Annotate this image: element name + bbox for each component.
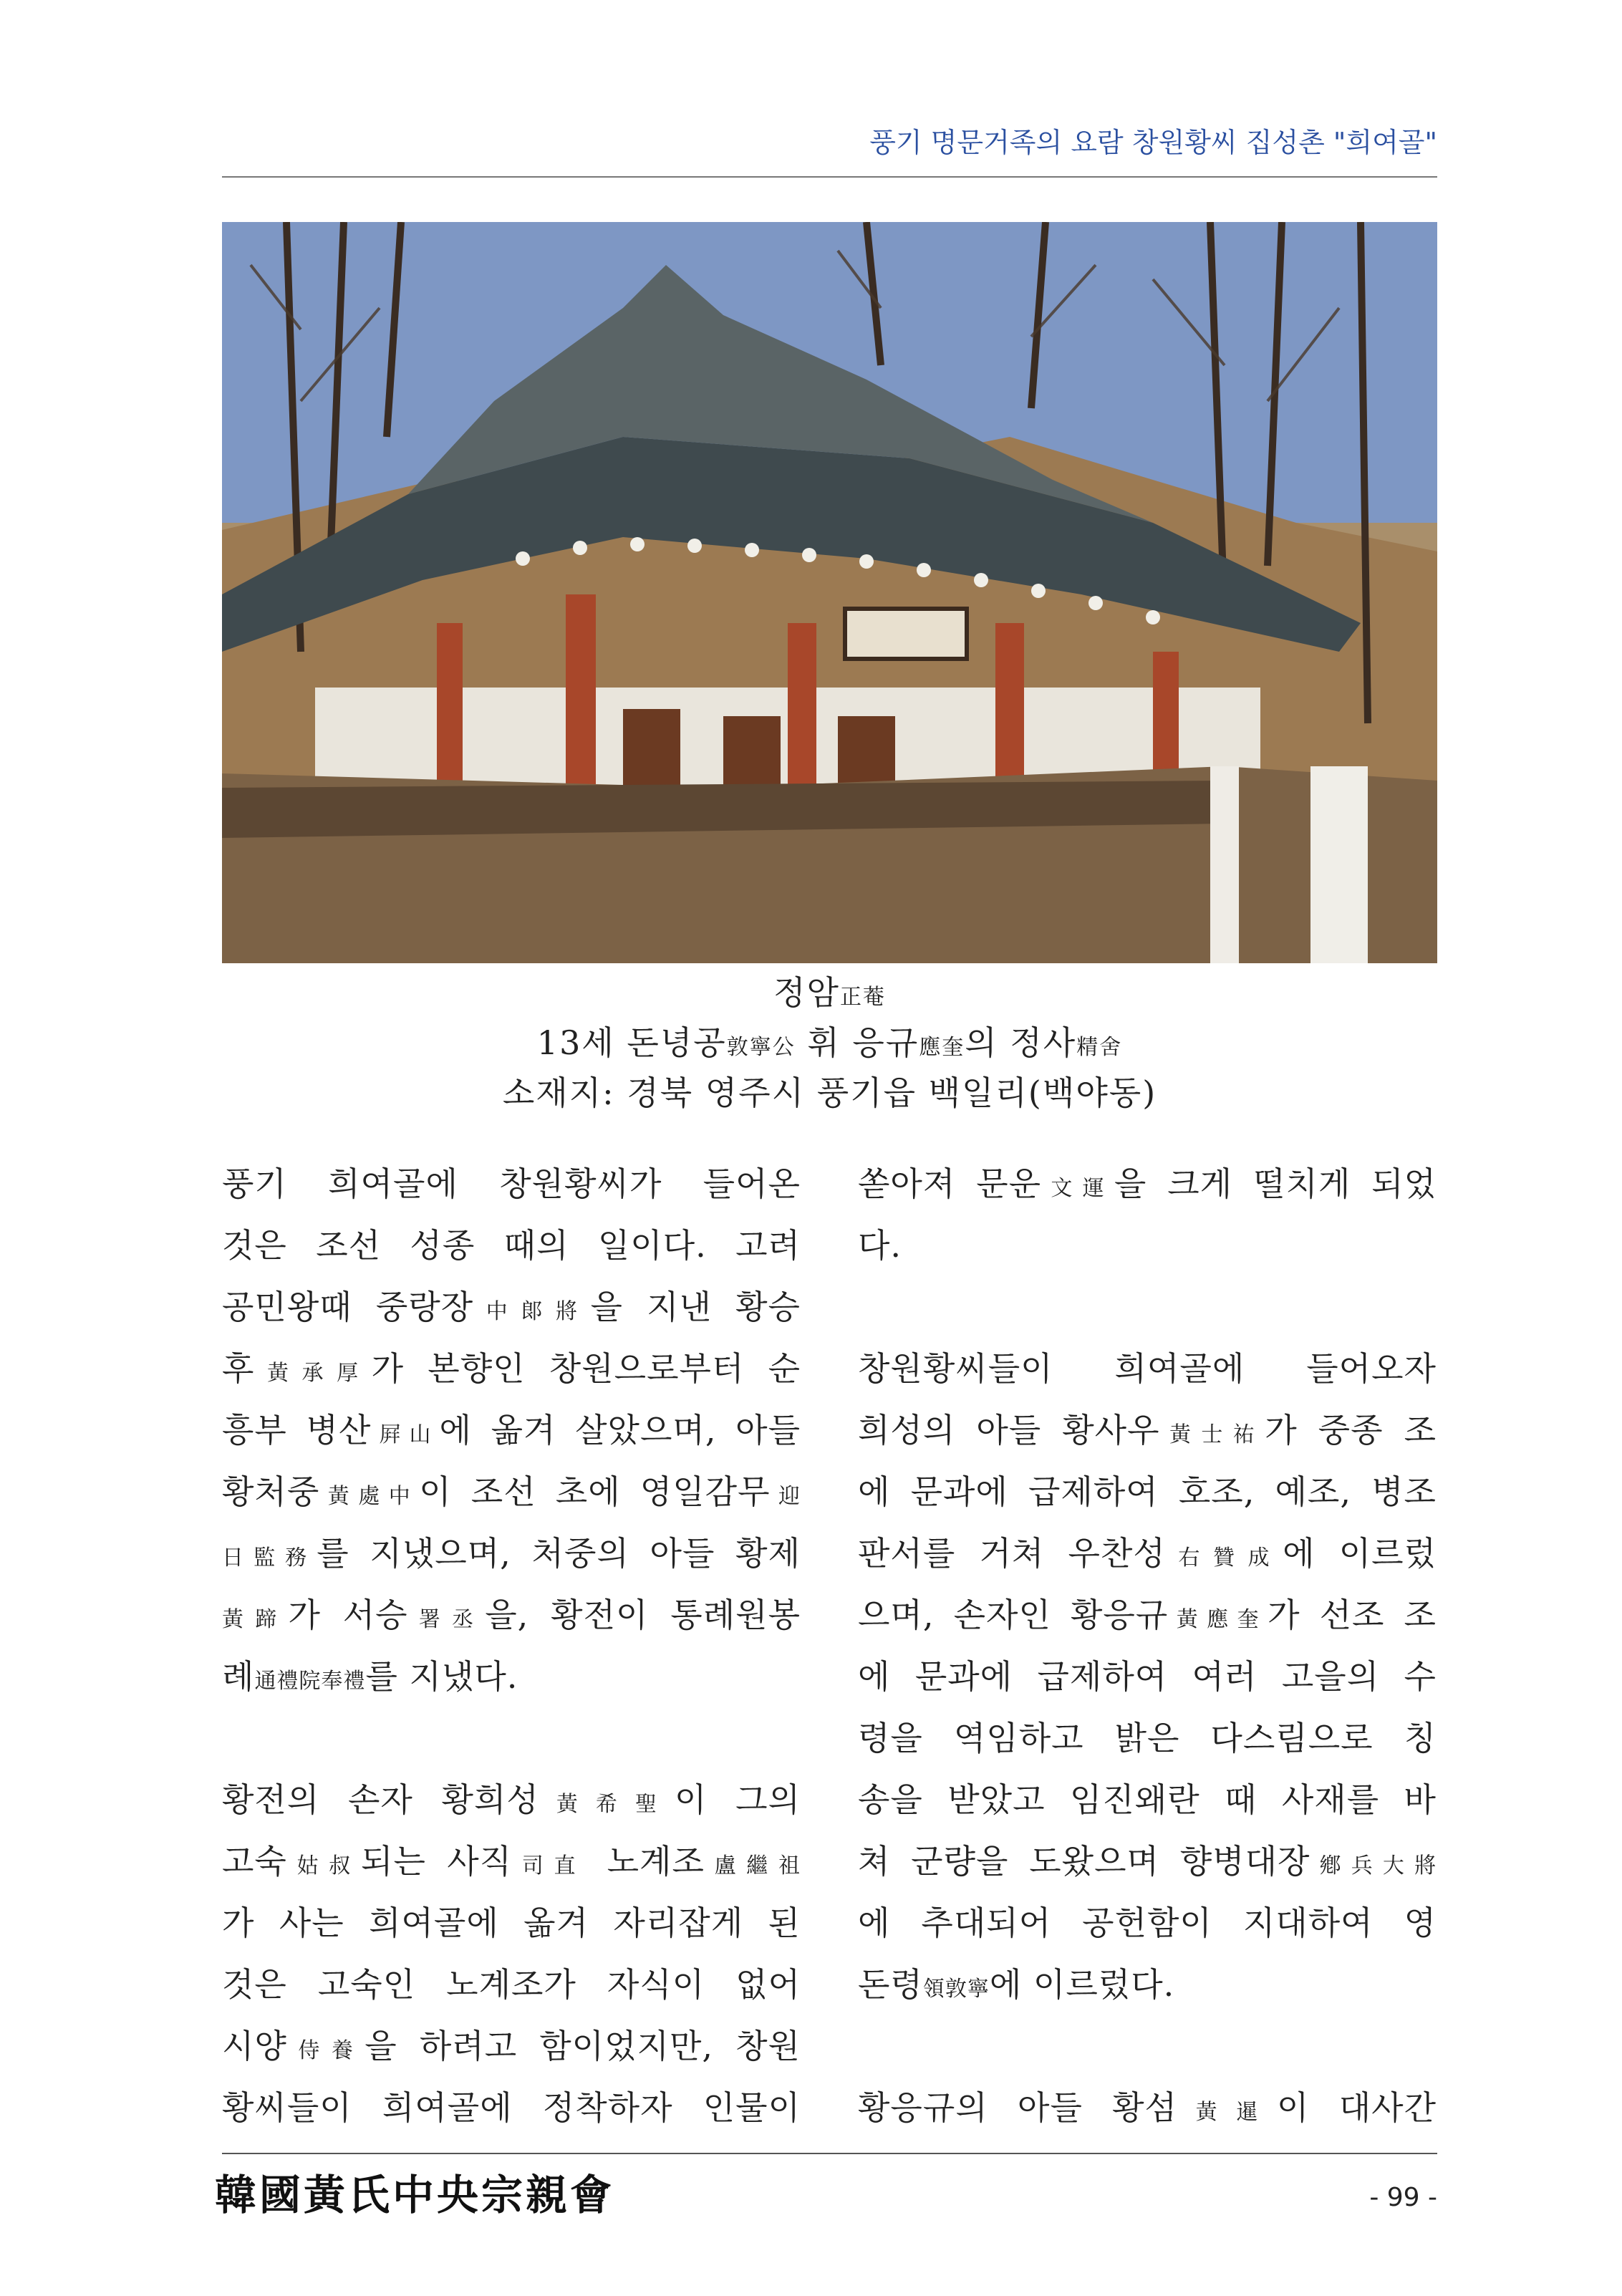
text-run: 를 지냈으며, 처중의 아들 황제: [317, 1534, 801, 1573]
body-column-left: [222, 1153, 801, 2138]
hanja-gloss: 右贊成: [1165, 1545, 1283, 1571]
caption-title-text: 정암: [773, 973, 840, 1012]
running-header: 풍기 명문거족의 요람 창원황씨 집성촌 "희여골": [869, 127, 1437, 158]
body-text-line: [222, 1830, 801, 1892]
text-run: 희성의 아들 황사우: [858, 1411, 1160, 1450]
hanja-gloss: 姑叔: [286, 1853, 362, 1878]
text-run: 이 대사간: [1276, 2088, 1437, 2127]
text-run: 시양: [222, 2027, 287, 2065]
body-text-line: [222, 1892, 801, 1954]
text-run: 을, 황전이 통례원봉: [485, 1596, 801, 1634]
pavilion-illustration: [222, 222, 1437, 963]
body-text-line: [858, 1646, 1437, 1707]
text-run: 례: [222, 1657, 255, 1696]
hanja-gloss: 文運: [1041, 1176, 1114, 1201]
hanja-gloss: 黃處中: [319, 1484, 420, 1509]
caption-desc-a-hanja: 敦寧公: [726, 1035, 796, 1060]
text-run: 황씨들이 희여골에 정착하자 인물이: [222, 2088, 801, 2127]
body-text-line: [858, 1892, 1437, 1954]
text-run: 를 지냈다.: [365, 1657, 518, 1696]
body-text-line: [222, 1153, 801, 1215]
text-run: 에 추대되어 공헌함이 지대하여 영: [858, 1904, 1437, 1942]
text-run: 것은 고숙인 노계조가 자식이 없어: [222, 1965, 801, 2004]
body-text-line: [858, 1153, 1437, 1215]
text-run: 고숙: [222, 1842, 287, 1881]
text-run: 황처중: [222, 1472, 320, 1511]
text-run: 흥부 병산: [222, 1411, 372, 1450]
hanja-gloss: 署丞: [407, 1607, 486, 1632]
hanja-gloss: 黃承厚: [254, 1361, 372, 1386]
text-run: 가 사는 희여골에 옮겨 자리잡게 된: [222, 1904, 801, 1942]
hanja-gloss: 通禮院奉禮: [254, 1669, 366, 1694]
paragraph-gap: [222, 1707, 801, 1769]
text-run: 것은 조선 성종 때의 일이다. 고려: [222, 1226, 801, 1265]
body-text-line: [858, 1707, 1437, 1769]
caption-desc-a: 13세 돈녕공: [536, 1023, 727, 1062]
text-run: 에 문과에 급제하여 호조, 예조, 병조: [858, 1472, 1437, 1511]
text-run: 되는 사직: [361, 1842, 513, 1881]
text-run: 황전의 손자 황희성: [222, 1780, 539, 1819]
text-run: 후: [222, 1349, 255, 1388]
body-text-line: [222, 2077, 801, 2138]
hanja-gloss: 領敦寧: [922, 1977, 990, 2002]
text-run: 가 서승: [288, 1596, 408, 1634]
hanja-gloss: 日監務: [222, 1545, 317, 1571]
body-text-line: [222, 1769, 801, 1830]
hanja-gloss: 司直: [512, 1853, 586, 1878]
body-text-line: [858, 1830, 1437, 1892]
text-run: 에 문과에 급제하여 여러 고을의 수: [858, 1657, 1437, 1696]
body-text-line: [222, 1215, 801, 1276]
body-text-line: [858, 1954, 1437, 2015]
text-run: 을 하려고 함이었지만, 창원: [365, 2027, 801, 2065]
body-text-line: [858, 1461, 1437, 1523]
body-column-right: [858, 1153, 1437, 2138]
hanja-gloss: 盧繼祖: [704, 1853, 801, 1878]
text-run: 황응규의 아들 황섬: [858, 2088, 1178, 2127]
caption-title-hanja: 正菴: [839, 985, 886, 1010]
body-text-line: [858, 1769, 1437, 1830]
hanja-gloss: 屛山: [371, 1422, 440, 1447]
text-run: 노계조: [586, 1842, 705, 1881]
text-run: 쳐 군량을 도왔으며 향병대장: [858, 1842, 1310, 1881]
caption-location: 소재지: 경북 영주시 풍기읍 백일리(백야동): [502, 1074, 1157, 1112]
paragraph-gap: [858, 1276, 1437, 1338]
text-run: 가 본향인 창원으로부터 순: [371, 1349, 801, 1388]
text-run: 판서를 거쳐 우찬성: [858, 1534, 1166, 1573]
text-run: 공민왕때 중랑장: [222, 1288, 474, 1326]
hanja-gloss: 中郞將: [473, 1299, 591, 1324]
text-run: 령을 역임하고 밝은 다스림으로 칭: [858, 1719, 1437, 1757]
body-text-line: [222, 1954, 801, 2015]
text-run: 에 이르렀다.: [989, 1965, 1175, 2004]
text-run: 창원황씨들이 희여골에 들어오자: [858, 1349, 1437, 1388]
text-run: 쏟아져 문운: [858, 1164, 1042, 1203]
body-text-line: [858, 1523, 1437, 1584]
paragraph-gap: [858, 2015, 1437, 2077]
body-text-line: [222, 1399, 801, 1461]
text-run: 이 그의: [675, 1780, 801, 1819]
body-text-line: [222, 1276, 801, 1338]
text-run: 이 조선 초에 영일감무: [419, 1472, 771, 1511]
hanja-gloss: 黃士祐: [1159, 1422, 1265, 1447]
hanja-gloss: 鄕兵大將: [1310, 1853, 1437, 1878]
text-run: 으며, 손자인 황응규: [858, 1596, 1169, 1634]
jeongam-pavilion-photo: [222, 222, 1437, 963]
header-rule: [222, 176, 1437, 178]
text-run: 을 크게 떨치게 되었: [1114, 1164, 1437, 1203]
body-text-line: [222, 1523, 801, 1584]
caption-description: [222, 1017, 1437, 1064]
text-run: 풍기 희여골에 창원황씨가 들어온: [222, 1164, 801, 1203]
footer-rule: [222, 2153, 1437, 2154]
body-text-line: [858, 1399, 1437, 1461]
text-run: 을 지낸 황승: [590, 1288, 801, 1326]
hanja-gloss: 迎: [770, 1484, 801, 1509]
page-number: - 99 -: [1369, 2183, 1437, 2212]
text-run: 에 옮겨 살았으며, 아들: [439, 1411, 801, 1450]
caption-title: [222, 967, 1437, 1014]
hanja-gloss: 黃應奎: [1168, 1607, 1268, 1632]
society-logo: 韓國黃氏中央宗親會: [215, 2171, 615, 2219]
text-run: 다.: [858, 1226, 902, 1265]
text-run: 송을 받았고 임진왜란 때 사재를 바: [858, 1780, 1437, 1819]
caption-desc-b: 휘 응규: [795, 1023, 919, 1062]
text-run: 에 이르렀: [1283, 1534, 1437, 1573]
hanja-gloss: 黃暹: [1177, 2100, 1277, 2125]
body-text-line: [222, 1338, 801, 1399]
text-run: 가 선조 조: [1268, 1596, 1437, 1634]
body-text-line: [858, 1215, 1437, 1276]
text-run: 가 중종 조: [1265, 1411, 1437, 1450]
caption-desc-b-hanja: 應奎: [919, 1035, 965, 1060]
body-text-line: [222, 1584, 801, 1646]
text-run: 돈령: [858, 1965, 923, 2004]
caption-desc-c: 의 정사: [965, 1023, 1077, 1062]
body-text-line: [858, 1338, 1437, 1399]
body-text-line: [858, 2077, 1437, 2138]
body-text-line: [222, 1646, 801, 1707]
hanja-gloss: 黃希聖: [539, 1792, 675, 1817]
body-text-line: [222, 2015, 801, 2077]
hanja-gloss: 黃蹄: [222, 1607, 289, 1632]
hanja-gloss: 侍養: [286, 2038, 365, 2063]
body-text-line: [858, 1584, 1437, 1646]
body-text-line: [222, 1461, 801, 1523]
caption-desc-c-hanja: 精舍: [1076, 1035, 1123, 1060]
